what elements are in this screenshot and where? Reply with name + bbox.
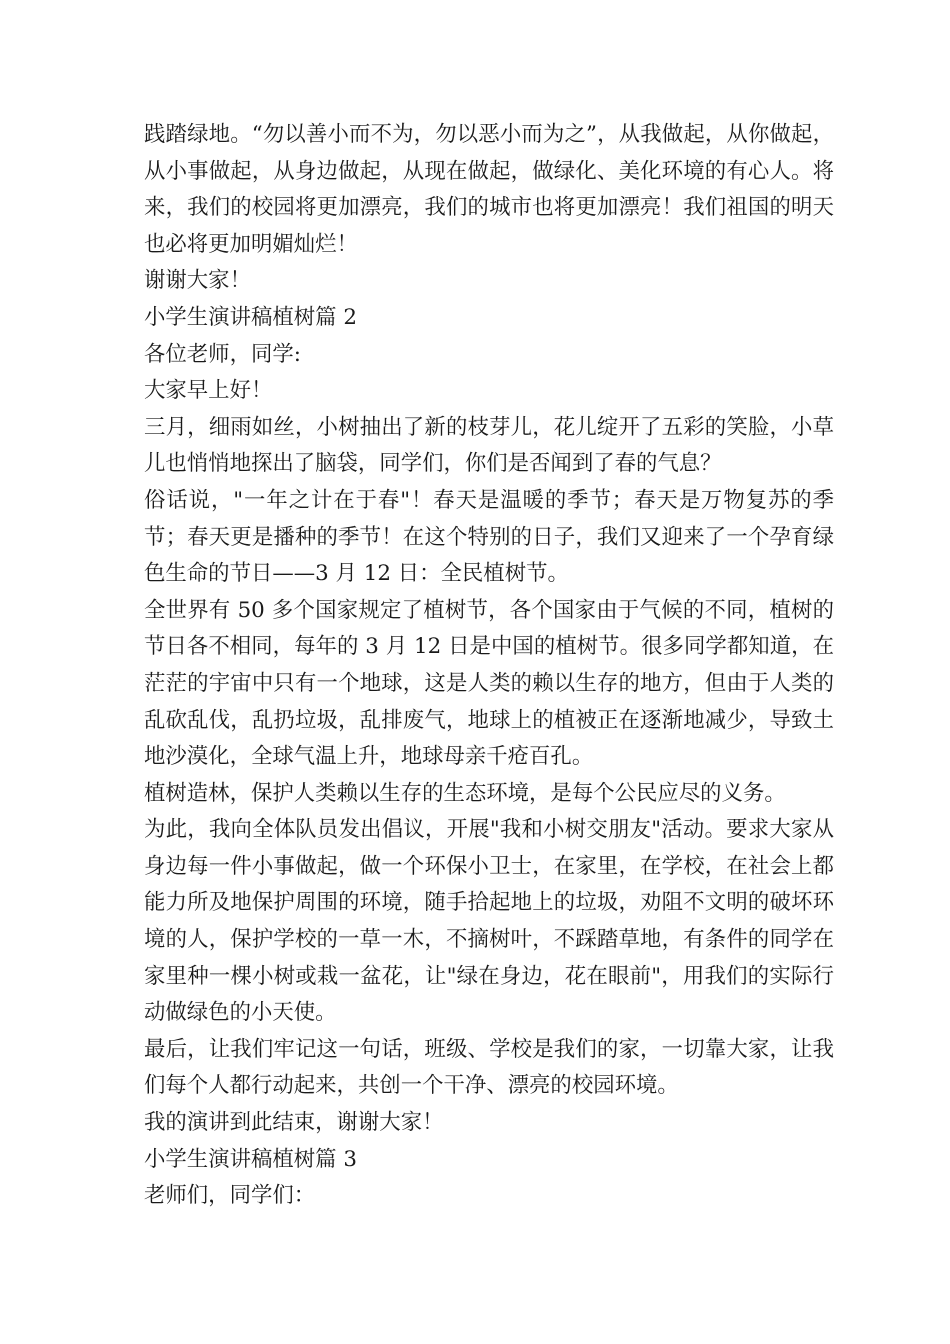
section-heading-3: 小学生演讲稿植树篇 3 [144, 1146, 357, 1172]
paragraph-greeting: 大家早上好！ [144, 378, 273, 404]
paragraph-thanks: 谢谢大家！ [144, 268, 251, 294]
paragraph-arbor-day: 全世界有 50 多个国家规定了植树节，各个国家由于气候的不同，植树的节日各不相同，每年的 3 月 12 日是中国的植树节。很多同学都知道，在茫茫的宇宙中只有一个地球，这是人类的赖以生存的地方，但由于人类的乱砍乱伐，乱扔垃圾，乱排废气，地球上的植被正在逐渐地减少，导致土地沙漠化，全球气温上升，地球母亲千疮百孔。 [144, 597, 834, 770]
paragraph-initiative: 为此，我向全体队员发出倡议，开展"我和小树交朋友"活动。要求大家从身边每一件小事做起，做一个环保小卫士，在家里，在学校，在社会上都能力所及地保护周围的环境，随手拾起地上的垃圾，劝阻不文明的破坏环境的人，保护学校的一草一木，不摘树叶，不踩踏草地，有条件的同学在家里种一棵小树或栽一盆花，让"绿在身边，花在眼前"，用我们的实际行动做绿色的小天使。 [144, 817, 834, 1026]
paragraph-end: 我的演讲到此结束，谢谢大家！ [144, 1110, 444, 1136]
paragraph-proverb: 俗话说，"一年之计在于春"！春天是温暖的季节；春天是万物复苏的季节；春天更是播种的季节！在这个特别的日子，我们又迎来了一个孕育绿色生命的节日——3 月 12 日：全民植树节。 [144, 487, 834, 587]
paragraph-closing-appeal: 践踏绿地。“勿以善小而不为，勿以恶小而为之”，从我做起，从你做起，从小事做起，从身边做起，从现在做起，做绿化、美化环境的有心人。将来，我们的校园将更加漂亮，我们的城市也将更加漂亮！我们祖国的明天也必将更加明媚灿烂！ [144, 122, 834, 257]
paragraph-salutation: 各位老师，同学: [144, 341, 301, 367]
paragraph-duty: 植树造林，保护人类赖以生存的生态环境，是每个公民应尽的义务。 [144, 780, 786, 806]
paragraph-finally: 最后，让我们牢记这一句话，班级、学校是我们的家，一切靠大家，让我们每个人都行动起来，共创一个干净、漂亮的校园环境。 [144, 1036, 834, 1099]
paragraph-spring: 三月，细雨如丝，小树抽出了新的枝芽儿，花儿绽开了五彩的笑脸，小草儿也悄悄地探出了脑袋，同学们，你们是否闻到了春的气息？ [144, 414, 834, 477]
document-body [144, 117, 834, 1215]
section-heading-2: 小学生演讲稿植树篇 2 [144, 304, 357, 330]
paragraph-salutation-3: 老师们，同学们： [144, 1183, 316, 1209]
